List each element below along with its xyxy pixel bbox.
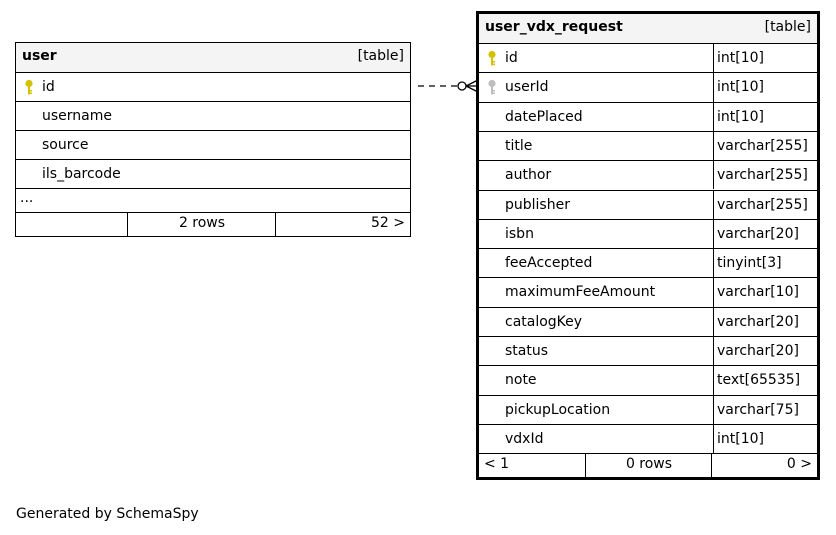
column-type-cell: [713, 278, 817, 306]
column-type: varchar[255]: [717, 196, 808, 213]
footer-cell-left[interactable]: [16, 213, 127, 236]
column-row[interactable]: [479, 424, 817, 453]
column-row[interactable]: [16, 130, 410, 159]
column-type-cell: [713, 249, 817, 277]
column-type: varchar[20]: [717, 343, 799, 359]
footer-cell-mid: [127, 213, 276, 236]
footer-cell-right[interactable]: [711, 454, 817, 477]
column-type: varchar[20]: [717, 225, 799, 242]
column-type: varchar[20]: [717, 313, 799, 330]
more-columns-text: ...: [20, 190, 34, 206]
column-type: int[10]: [717, 79, 764, 96]
column-type-cell: [713, 220, 817, 248]
column-row[interactable]: [479, 190, 817, 219]
column-type: varchar[10]: [717, 284, 799, 301]
column-type: varchar[255]: [717, 167, 808, 184]
column-type-cell: [713, 308, 817, 336]
footer-text-right: 52 >: [371, 215, 405, 231]
column-type: int[10]: [717, 108, 764, 125]
footer-text-mid: 0 rows: [625, 456, 673, 473]
column-type-cell: [713, 73, 817, 101]
column-type-cell: [713, 191, 817, 219]
column-row[interactable]: [479, 43, 817, 72]
column-name: author: [505, 167, 552, 184]
foreign-key-icon: [487, 79, 497, 95]
column-name: feeAccepted: [505, 255, 593, 272]
column-row[interactable]: [479, 277, 817, 306]
column-row[interactable]: [16, 72, 410, 101]
column-name: isbn: [505, 225, 534, 242]
table-name: user_vdx_request: [485, 19, 623, 35]
column-name: catalogKey: [505, 313, 583, 330]
column-name: username: [42, 108, 112, 124]
table-header: [16, 43, 410, 72]
footer-cell-left[interactable]: [479, 454, 585, 477]
column-name: pickupLocation: [505, 401, 611, 418]
footer-text-mid: 2 rows: [178, 215, 226, 231]
column-name: maximumFeeAmount: [505, 284, 656, 301]
column-row[interactable]: [479, 131, 817, 160]
zero-cardinality-marker: [458, 82, 466, 90]
column-name: title: [505, 137, 533, 154]
table-footer: [16, 212, 410, 236]
column-row[interactable]: [479, 102, 817, 131]
generated-by-note: Generated by SchemaSpy: [16, 506, 199, 522]
column-type: varchar[255]: [717, 137, 808, 154]
column-row[interactable]: [479, 365, 817, 394]
column-type-cell: [713, 366, 817, 394]
footer-text-right: 0 >: [786, 456, 812, 473]
column-name: publisher: [505, 196, 570, 213]
column-name: status: [505, 343, 549, 359]
column-type-cell: [713, 396, 817, 424]
column-name: note: [505, 372, 537, 389]
column-type: text[65535]: [717, 372, 801, 389]
column-type-cell: [713, 337, 817, 365]
column-name: id: [42, 79, 55, 95]
column-name: datePlaced: [505, 108, 583, 125]
column-type-cell: [713, 44, 817, 72]
column-row[interactable]: [479, 336, 817, 365]
column-type-cell: [713, 425, 817, 453]
column-name: userId: [505, 79, 549, 96]
column-name: ils_barcode: [42, 166, 121, 182]
column-type-cell: [713, 161, 817, 189]
column-row[interactable]: [479, 160, 817, 189]
primary-key-icon: [24, 79, 34, 95]
column-row[interactable]: [479, 219, 817, 248]
column-row[interactable]: [479, 395, 817, 424]
column-type: varchar[75]: [717, 401, 799, 418]
column-type: int[10]: [717, 430, 764, 447]
table-name: user: [22, 48, 57, 64]
column-row[interactable]: [479, 307, 817, 336]
footer-cell-mid: [585, 454, 712, 477]
column-type-cell: [713, 103, 817, 131]
table-tag: [table]: [357, 48, 404, 64]
column-row[interactable]: [16, 159, 410, 188]
more-columns-indicator: [16, 188, 410, 212]
column-type: int[10]: [717, 50, 764, 66]
footer-text-left: < 1: [484, 456, 510, 473]
column-name: vdxId: [505, 430, 544, 447]
table-tag: [table]: [764, 19, 811, 35]
primary-key-icon: [487, 50, 497, 66]
column-name: id: [505, 50, 518, 66]
column-row[interactable]: [479, 72, 817, 101]
table-header: [479, 14, 817, 43]
table-footer: [479, 453, 817, 477]
column-name: source: [42, 137, 89, 153]
column-row[interactable]: [16, 101, 410, 130]
column-row[interactable]: [479, 248, 817, 277]
user-vdx-request-table[interactable]: [476, 11, 820, 480]
column-type-cell: [713, 132, 817, 160]
column-type: tinyint[3]: [717, 255, 782, 272]
footer-cell-right[interactable]: [275, 213, 410, 236]
user-table[interactable]: [15, 42, 411, 237]
